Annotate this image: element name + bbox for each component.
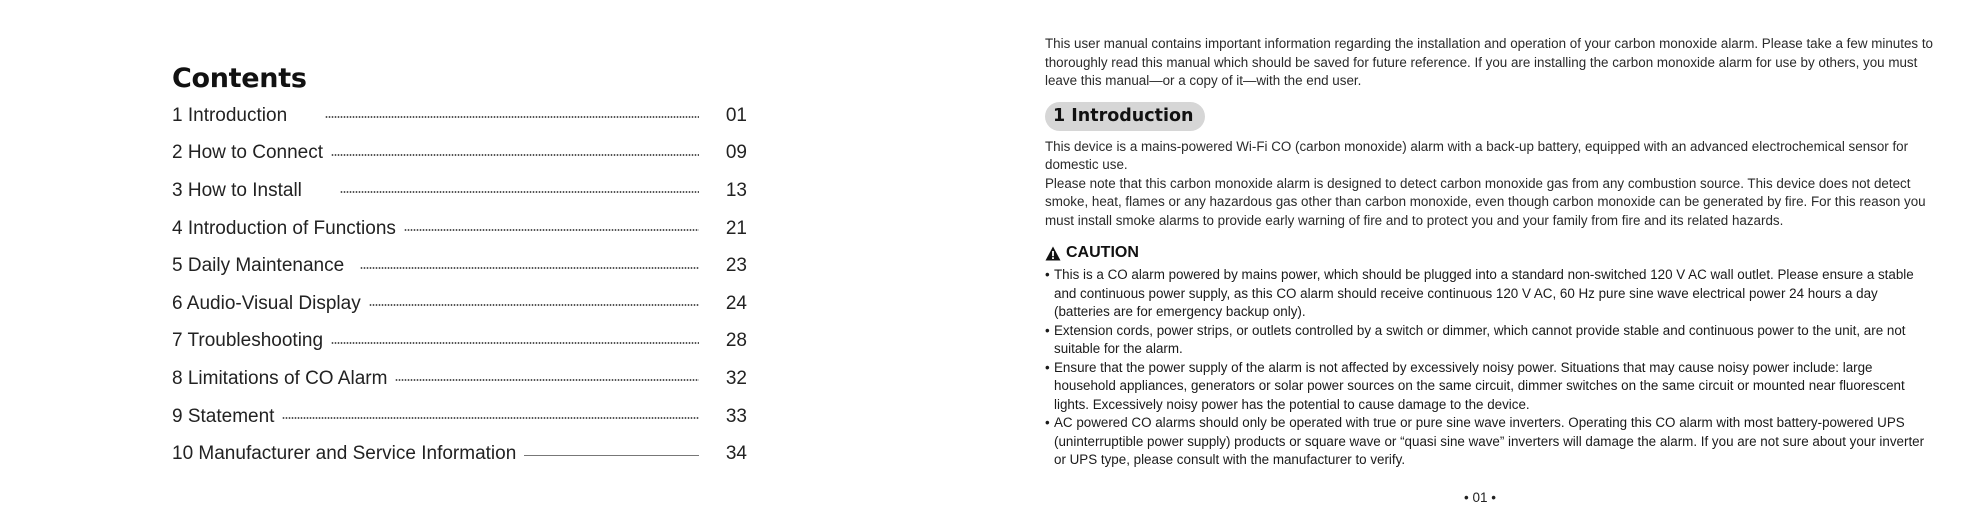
toc-entry-page: 01	[725, 104, 747, 126]
toc-leader-dots	[331, 342, 699, 344]
caution-label: CAUTION	[1066, 244, 1139, 261]
toc-entry[interactable]	[172, 247, 748, 285]
toc-entry[interactable]	[172, 323, 748, 361]
toc-entry-label: 9 Statement	[172, 405, 275, 427]
toc-entry[interactable]	[172, 210, 748, 248]
toc-entry-label: 6 Audio-Visual Display	[172, 292, 361, 314]
toc-leader-dots	[331, 154, 699, 156]
toc-leader-dots	[360, 267, 699, 269]
body-paragraph: Please note that this carbon monoxide alarm is designed to detect carbon monoxide gas from any combustion source. This device does not detect smoke, heat, flames or any hazardous gas other than carbon monoxide, even though carbon monoxide can be generated by fire. For this reason you must install smoke alarms to provide early warning of fire and to protect you and your family from fire and its related hazards.	[1045, 175, 1926, 228]
manual-page	[1045, 35, 1935, 470]
toc-entry-page: 13	[725, 179, 747, 201]
caution-item: • Extension cords, power strips, or outlets controlled by a switch or dimmer, which cannot provide stable and continuous power to the unit, are not suitable for the alarm.	[1045, 322, 1935, 359]
toc-entry[interactable]	[172, 398, 748, 436]
toc-entry[interactable]	[172, 97, 748, 135]
table-of-contents	[172, 62, 748, 473]
toc-entry-label: 4 Introduction of Functions	[172, 217, 396, 239]
toc-leader-line	[524, 455, 699, 456]
toc-entry-page: 09	[725, 142, 747, 164]
toc-leader-dots	[369, 304, 699, 306]
caution-list	[1045, 266, 1935, 470]
toc-entry-page: 32	[725, 367, 747, 389]
toc-entry-page: 28	[725, 330, 747, 352]
warning-triangle-icon	[1045, 246, 1061, 261]
toc-entry[interactable]	[172, 435, 748, 473]
toc-entry-page: 34	[725, 443, 747, 465]
toc-entry-label: 5 Daily Maintenance	[172, 255, 345, 277]
page-number: • 01 •	[1464, 490, 1496, 505]
toc-entry-label: 1 Introduction	[172, 104, 288, 126]
toc-entry-page: 33	[725, 405, 747, 427]
toc-entry-label: 3 How to Install	[172, 179, 302, 201]
toc-entry-page: 21	[725, 217, 747, 239]
toc-entry[interactable]	[172, 360, 748, 398]
toc-leader-dots	[340, 191, 699, 193]
caution-item: • AC powered CO alarms should only be operated with true or pure sine wave inverters. Operating this CO alarm with most battery-powered UPS (uninterruptible power supply) products or square wave or “quasi sine wave” inverters will damage the alarm. If you are not sure about your inverter or UPS type, please consult with the manufacturer to verify.	[1045, 414, 1935, 470]
toc-entry-label: 10 Manufacturer and Service Information	[172, 443, 517, 465]
toc-entry[interactable]	[172, 285, 748, 323]
body-paragraph: This device is a mains-powered Wi-Fi CO (carbon monoxide) alarm with a back-up battery, equipped with an advanced electrochemical sensor for domestic use.	[1045, 138, 1909, 172]
toc-entry-label: 7 Troubleshooting	[172, 330, 324, 352]
toc-leader-dots	[404, 229, 699, 231]
contents-title: Contents	[172, 63, 307, 94]
toc-leader-dots	[395, 379, 699, 381]
toc-leader-dots	[325, 116, 699, 118]
caution-item: • This is a CO alarm powered by mains power, which should be plugged into a standard non-switched 120 V AC wall outlet. Please ensure a stable and continuous power supply, as this CO alarm should receive continuous 120 V AC, 60 Hz pure sine wave electrical power 24 hours a day (batteries are for emergency backup only).	[1045, 266, 1935, 322]
toc-entry[interactable]	[172, 135, 748, 173]
manual-intro-paragraph: This user manual contains important information regarding the installation and operation of your carbon monoxide alarm. Please take a few minutes to thoroughly read this manual which should be saved for future reference. If you are installing the carbon monoxide alarm for use by others, you must leave this manual—or a copy of it—with the end user.	[1045, 36, 1933, 88]
caution-heading	[1045, 243, 1935, 263]
toc-entry-label: 8 Limitations of CO Alarm	[172, 367, 388, 389]
toc-entry-label: 2 How to Connect	[172, 142, 324, 164]
caution-item: • Ensure that the power supply of the alarm is not affected by excessively noisy power. Situations that may cause noisy power include: large household appliances, generators or solar power sources on the same circuit, dimmer switches on the same circuit or mounted near fluorescent lights. Excessively noisy power has the potential to cause damage to the device.	[1045, 359, 1935, 415]
toc-entry-page: 24	[725, 292, 747, 314]
toc-leader-dots	[282, 417, 699, 419]
section-heading: 1 Introduction	[1045, 102, 1205, 131]
toc-entry[interactable]	[172, 172, 748, 210]
toc-entry-page: 23	[725, 255, 747, 277]
